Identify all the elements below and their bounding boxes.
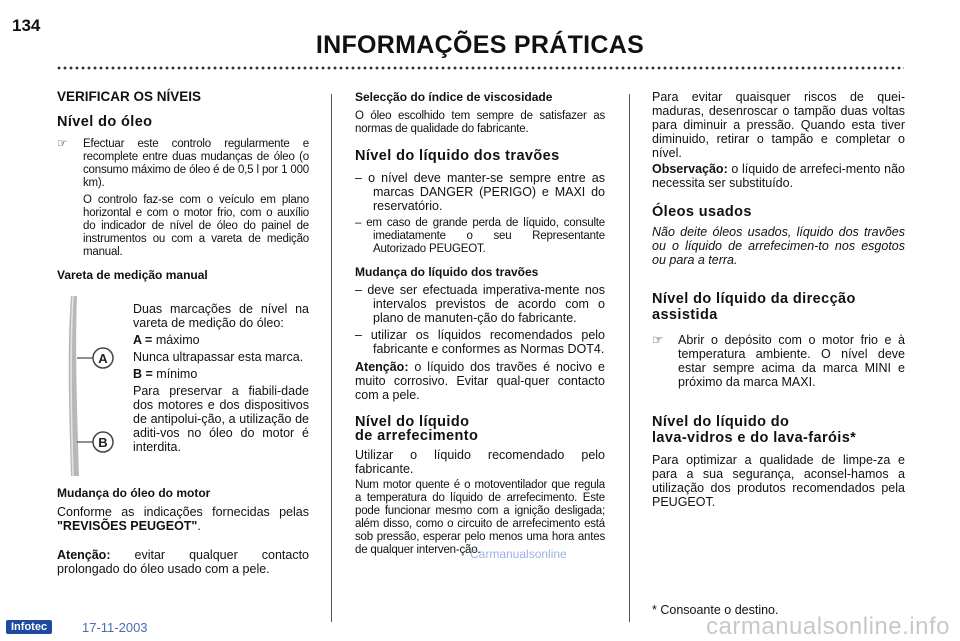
pointing-hand-icon: ☞ xyxy=(652,333,664,347)
oil-attention: Atenção: evitar qualquer contacto prolongado do óleo usado com a pele. xyxy=(57,548,309,576)
viscosity-heading: Selecção do índice de viscosidade xyxy=(355,90,553,104)
brake-item-1: – o nível deve manter-se sempre entre as marcas DANGER (PERIGO) e MAXI do reservatório. xyxy=(355,171,605,213)
coolant-text-2: Num motor quente é o motoventilador que regula a temperatura do líquido de arrefecimento. Este pode funcionar mesmo com a ignição desligada; além disso, como o circuito de arrefecimento está sob pressão, esperar pelo menos uma hora antes de qualquer interven-ção. xyxy=(355,479,605,556)
footer-date: 17-11-2003 xyxy=(82,620,148,635)
footer-site-watermark: carmanualsonline.info xyxy=(706,613,950,640)
coolant-heading: Nível do líquido de arrefecimento xyxy=(355,414,479,444)
pointing-hand-icon: ☞ xyxy=(57,138,68,150)
column-right xyxy=(652,90,905,509)
gauge-marker-b: B xyxy=(98,435,108,450)
coolant-text-1: Utilizar o líquido recomendado pelo fabricante. xyxy=(355,448,605,476)
viscosity-text: O óleo escolhido tem sempre de satisfazer as normas de qualidade do fabricante. xyxy=(355,110,605,135)
section-title: VERIFICAR OS NÍVEIS xyxy=(57,89,202,104)
column-divider-1 xyxy=(331,94,332,622)
dipstick-illustration xyxy=(57,290,127,482)
power-steering-heading: Nível do líquido da direcção assistida xyxy=(652,291,856,323)
washer-fluid-text: Para optimizar a qualidade de limpe-za e para a sua segurança, aconsel-hamos a utilização dos produtos recomendados pela PEUGEOT. xyxy=(652,453,905,509)
dipstick-intro: Duas marcações de nível na vareta de medição do óleo: xyxy=(133,302,309,330)
oil-para-2: O controlo faz-se com o veículo em plano horizontal e com o motor frio, com o auxílio do indicador de nível de óleo do painel de instrumentos ou com a vareta de medição manual. xyxy=(83,194,309,258)
page-number: 134 xyxy=(12,16,41,35)
brake-attention: Atenção: o líquido dos travões é nocivo e muito corrosivo. Evitar qual-quer contacto com a pele. xyxy=(355,360,605,402)
brake-change-item-1: – deve ser efectuada imperativa-mente nos intervalos previstos de acordo com o plano de manuten-ção do fabricante. xyxy=(355,283,605,325)
gauge-marker-a: A xyxy=(98,351,108,366)
dotted-divider xyxy=(56,66,904,70)
mark-a-line: A = máximo xyxy=(133,333,200,347)
column-divider-2 xyxy=(629,94,630,622)
dipstick-explanation xyxy=(133,302,309,454)
brake-item-2: – em caso de grande perda de líquido, consulte imediatamente o seu Representante Autorizado PEUGEOT. xyxy=(355,217,605,255)
dipstick-illustration-area xyxy=(57,290,309,482)
oil-change-heading: Mudança do óleo do motor xyxy=(57,486,211,500)
dipstick-heading: Vareta de medição manual xyxy=(57,268,208,282)
footnote: * Consoante o destino. xyxy=(652,603,779,617)
power-steering-text: ☞ Abrir o depósito com o motor frio e à temperatura ambiente. O nível deve estar sempre acima da marca MINI e próximo da marca MAXI. xyxy=(652,333,905,389)
oil-level-heading: Nível do óleo xyxy=(57,114,153,130)
coolant-observation: Observação: o líquido de arrefeci-mento não necessita ser substituído. xyxy=(652,162,905,190)
mark-b-note: Para preservar a fiabili-dade dos motores e dos dispositivos de antipolui-ção, a utilização de aditi-vos no óleo do motor é interdita. xyxy=(133,384,309,454)
watermark-text: Carmanualsonline xyxy=(470,547,567,561)
used-oils-text: Não deite óleos usados, líquido dos travões ou o líquido de arrefecimen-to nos esgotos ou para a terra. xyxy=(652,225,905,267)
infotec-logo: Infotec xyxy=(6,620,52,634)
oil-change-text: Conforme as indicações fornecidas pelas "REVISÕES PEUGEOT". xyxy=(57,505,309,533)
washer-fluid-heading: Nível do líquido do lava-vidros e do lava-faróis* xyxy=(652,414,857,446)
used-oils-heading: Óleos usados xyxy=(652,204,752,220)
brake-fluid-heading: Nível do líquido dos travões xyxy=(355,148,560,164)
brake-change-item-2: – utilizar os líquidos recomendados pelo fabricante e conformes as Normas DOT4. xyxy=(355,328,605,356)
brake-change-heading: Mudança do líquido dos travões xyxy=(355,265,539,279)
coolant-continued: Para evitar quaisquer riscos de quei-maduras, desenroscar o tampão duas voltas para diminuir a pressão. Quando esta tiver diminuido, retirar o tampão e completar o nível. xyxy=(652,90,905,160)
column-left xyxy=(57,90,309,576)
oil-para-1: ☞ Efectuar este controlo regularmente e recomplete entre duas mudanças de óleo (o consumo máximo de óleo é de 0,5 l por 1 000 km). xyxy=(57,138,309,189)
mark-b-line: B = mínimo xyxy=(133,367,198,381)
page-title: INFORMAÇÕES PRÁTICAS xyxy=(315,31,645,59)
mark-a-note: Nunca ultrapassar esta marca. xyxy=(133,350,304,364)
column-middle xyxy=(355,90,605,557)
